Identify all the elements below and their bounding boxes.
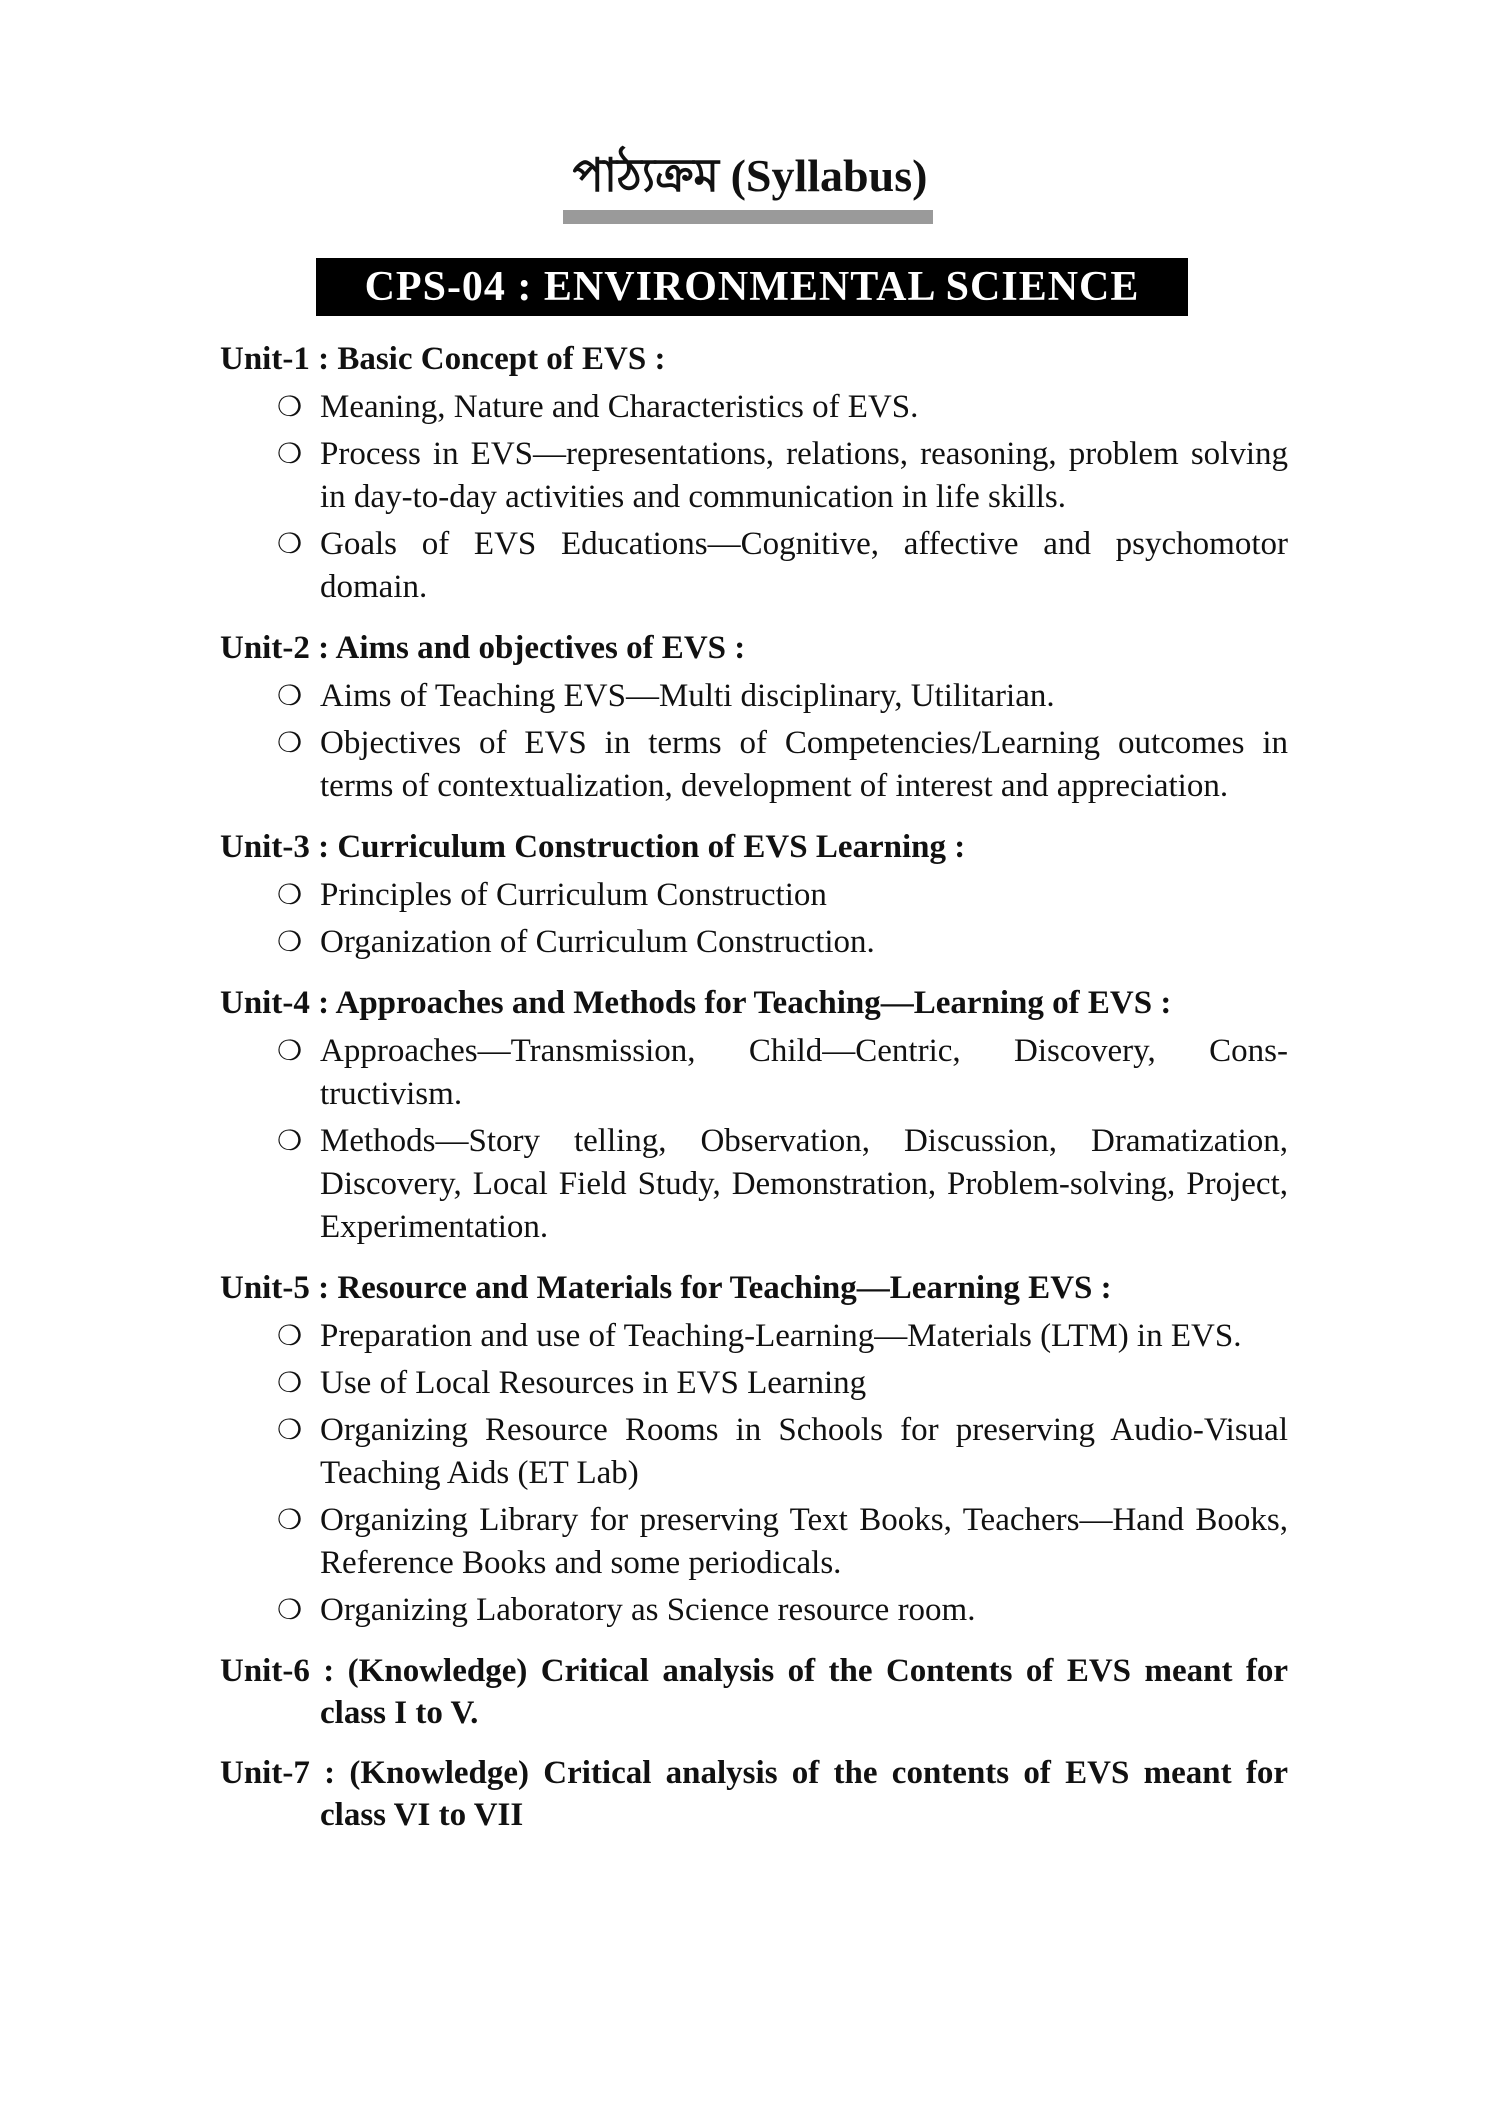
list-item [220,1589,1288,1632]
unit-6 [220,1650,1288,1734]
unit-heading: Unit-6 : (Knowledge) Critical analysis of the Contents of EVS meant for class I to V. [220,1653,1288,1731]
list-item-text: Organizing Resource Rooms in Schools for preserving Audio-Visual Teaching Aids (ET Lab) [320,1412,1288,1491]
unit-heading: Unit-1 : Basic Concept of EVS : [220,341,666,377]
list-item-text: Organizing Library for preserving Text Books, Teachers—Hand Books, Reference Books and some periodicals. [320,1502,1288,1581]
unit-topic-list [220,1315,1288,1632]
list-item [220,722,1288,808]
circle-bullet-icon: ❍ [277,728,303,759]
unit-heading: Unit-2 : Aims and objectives of EVS : [220,630,746,666]
list-item [220,874,1288,917]
list-item-text: Principles of Curriculum Construction [320,877,827,913]
list-item [220,1120,1288,1249]
list-item-text: Methods—Story telling, Observation, Discussion, Dramatization, Discovery, Local Field Study, Demonstration, Problem-solving, Project, Experimentation. [320,1123,1288,1245]
circle-bullet-icon: ❍ [277,1505,303,1536]
list-item-text: Use of Local Resources in EVS Learning [320,1365,867,1401]
syllabus-content [220,338,1288,1854]
list-item [220,1409,1288,1495]
course-title-banner: CPS-04 : ENVIRONMENTAL SCIENCE [316,258,1188,316]
list-item-text: Objectives of EVS in terms of Competencies/Learning outcomes in terms of contextualization, development of interest and appreciation. [320,725,1288,804]
list-item [220,386,1288,429]
circle-bullet-icon: ❍ [277,1036,303,1067]
list-item [220,433,1288,519]
unit-4 [220,982,1288,1249]
list-item-text: Meaning, Nature and Characteristics of EVS. [320,389,919,425]
circle-bullet-icon: ❍ [277,1415,303,1446]
unit-heading: Unit-3 : Curriculum Construction of EVS Learning : [220,829,966,865]
title-underline [563,210,933,224]
list-item [220,921,1288,964]
page-title: পাঠ্যক্রম (Syllabus) [572,150,928,201]
unit-heading: Unit-7 : (Knowledge) Critical analysis of the contents of EVS meant for class VI to VII [220,1755,1288,1833]
list-item [220,1499,1288,1585]
unit-topic-list [220,675,1288,808]
circle-bullet-icon: ❍ [277,529,303,560]
unit-topic-list [220,386,1288,609]
list-item-text: Approaches—Transmission, Child—Centric, Discovery, Cons-tructivism. [320,1033,1288,1112]
unit-5 [220,1267,1288,1632]
circle-bullet-icon: ❍ [277,439,303,470]
unit-heading: Unit-4 : Approaches and Methods for Teaching—Learning of EVS : [220,985,1172,1021]
list-item [220,1315,1288,1358]
circle-bullet-icon: ❍ [277,1595,303,1626]
unit-3 [220,826,1288,964]
unit-topic-list [220,1030,1288,1249]
list-item-text: Organization of Curriculum Construction. [320,924,875,960]
list-item-text: Organizing Laboratory as Science resource room. [320,1592,976,1628]
circle-bullet-icon: ❍ [277,1126,303,1157]
circle-bullet-icon: ❍ [277,880,303,911]
list-item [220,1362,1288,1405]
circle-bullet-icon: ❍ [277,927,303,958]
circle-bullet-icon: ❍ [277,1321,303,1352]
unit-2 [220,627,1288,808]
list-item-text: Goals of EVS Educations—Cognitive, affective and psychomotor domain. [320,526,1288,605]
list-item [220,523,1288,609]
unit-heading: Unit-5 : Resource and Materials for Teaching—Learning EVS : [220,1270,1112,1306]
list-item [220,675,1288,718]
unit-topic-list [220,874,1288,964]
circle-bullet-icon: ❍ [277,1368,303,1399]
unit-1 [220,338,1288,609]
list-item-text: Preparation and use of Teaching-Learning—Materials (LTM) in EVS. [320,1318,1242,1354]
circle-bullet-icon: ❍ [277,681,303,712]
list-item-text: Process in EVS—representations, relations, reasoning, problem solving in day-to-day activities and communication in life skills. [320,436,1288,515]
list-item-text: Aims of Teaching EVS—Multi disciplinary, Utilitarian. [320,678,1055,714]
circle-bullet-icon: ❍ [277,392,303,423]
unit-7 [220,1752,1288,1836]
list-item [220,1030,1288,1116]
